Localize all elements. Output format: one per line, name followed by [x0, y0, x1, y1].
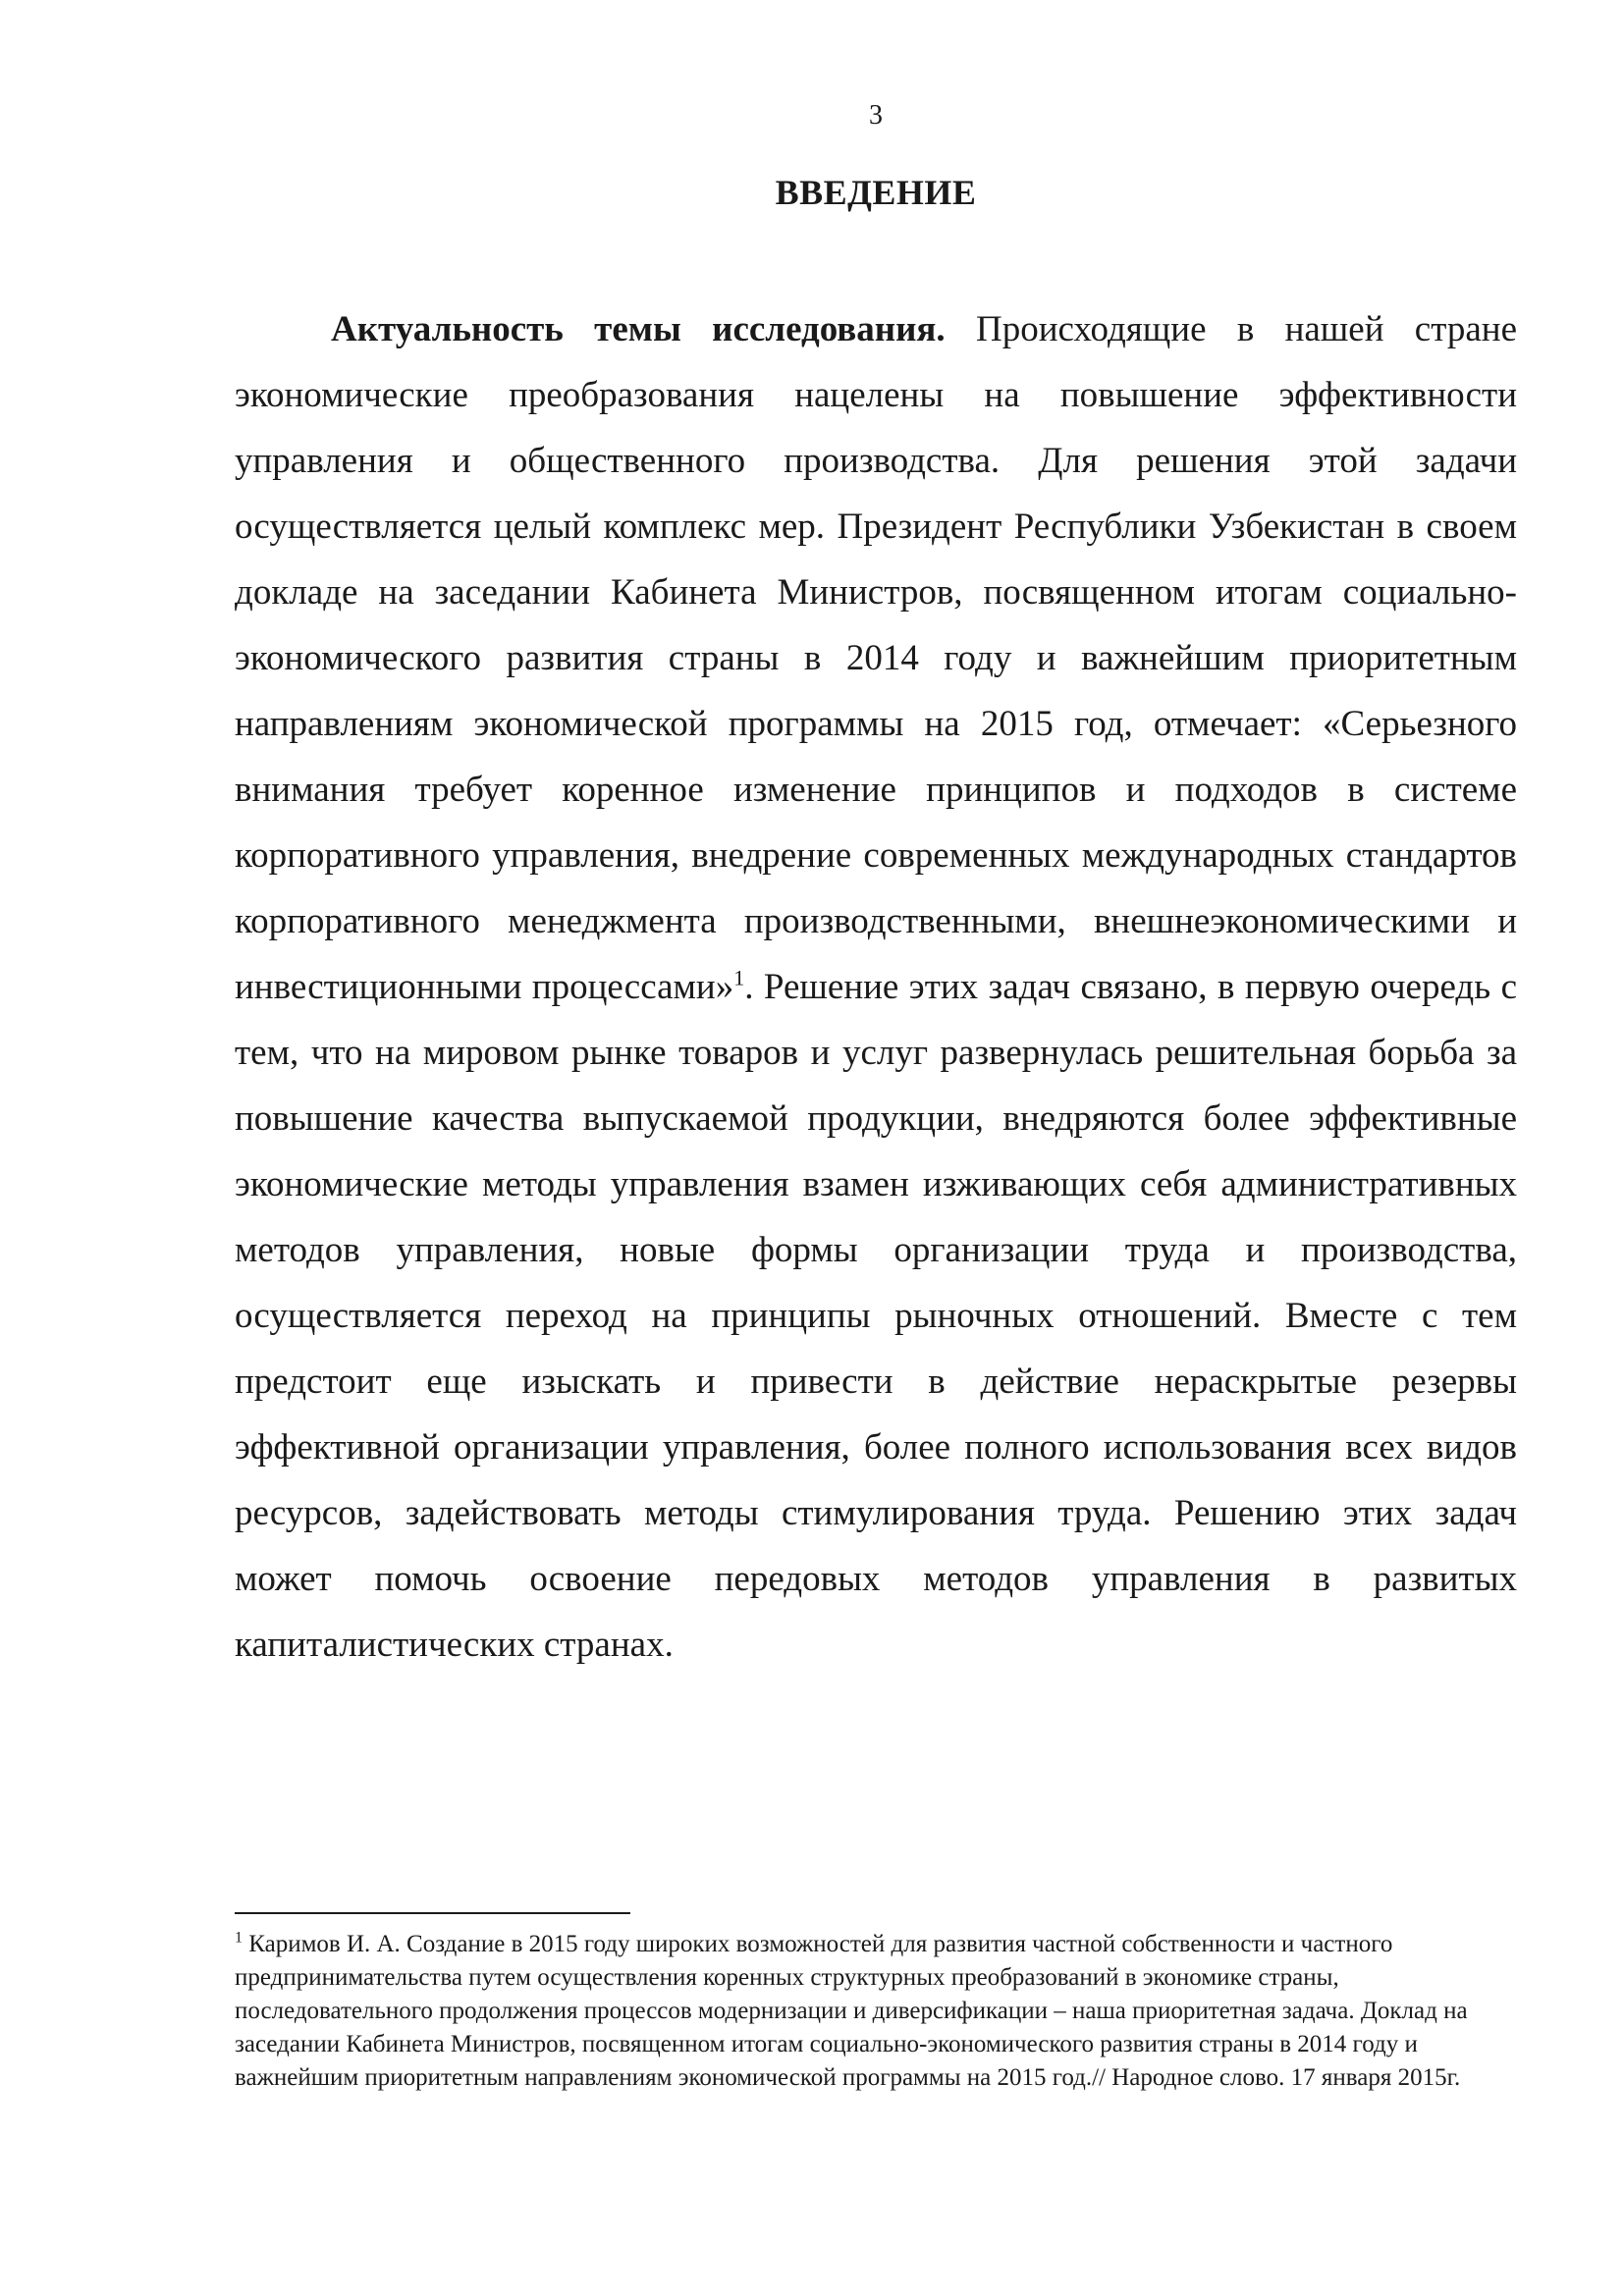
footnote-reference: 1 — [733, 965, 745, 990]
footnote-text: Каримов И. А. Создание в 2015 году широких возможностей для развития частной собственности и частного предпринимательства путем осуществления коренных структурных преобразований в экономике страны, последовательного продолжения процессов модернизации и диверсификации – наша приоритетная задача. Доклад на заседании Кабинета Министров, посвященном итогам социально-экономического развития страны в 2014 году и важнейшим приоритетным направлениям экономической программы на 2015 год.// Народное слово. 17 января 2015г. — [235, 1931, 1468, 2091]
footnote-separator — [235, 1912, 630, 1914]
paragraph-lead: Актуальность темы исследования. — [331, 309, 946, 349]
body-paragraph — [235, 296, 1517, 1678]
chapter-title: ВВЕДЕНИЕ — [775, 173, 977, 212]
footnote — [235, 1928, 1517, 2095]
paragraph-text-after-note: . Решение этих задач связано, в первую очередь с тем, что на мировом рынке товаров и услуг развернулась решительная борьба за повышение качества выпускаемой продукции, внедряются более эффективные экономические методы управления взамен изживающих себя административных методов управления, новые формы организации труда и производства, осуществляется переход на принципы рыночных отношений. Вместе с тем предстоит еще изыскать и привести в действие нераскрытые резервы эффективной организации управления, более полного использования всех видов ресурсов, задействовать методы стимулирования труда. Решению этих задач может помочь освоение передовых методов управления в развитых капиталистических странах. — [235, 967, 1517, 1665]
footnote-marker: 1 — [235, 1929, 243, 1947]
page-number: 3 — [869, 100, 883, 131]
paragraph-text-before-note: Происходящие в нашей стране экономические преобразования нацелены на повышение эффективности управления и общественного производства. Для решения этой задачи осуществляется целый комплекс мер. Президент Республики Узбекистан в своем докладе на заседании Кабинета Министров, посвященном итогам социально-экономического развития страны в 2014 году и важнейшим приоритетным направлениям экономической программы на 2015 год, отмечает: «Серьезного внимания требует коренное изменение принципов и подходов в системе корпоративного управления, внедрение современных международных стандартов корпоративного менеджмента производственными, внешнеэкономическими и инвестиционными процессами» — [235, 309, 1517, 1007]
